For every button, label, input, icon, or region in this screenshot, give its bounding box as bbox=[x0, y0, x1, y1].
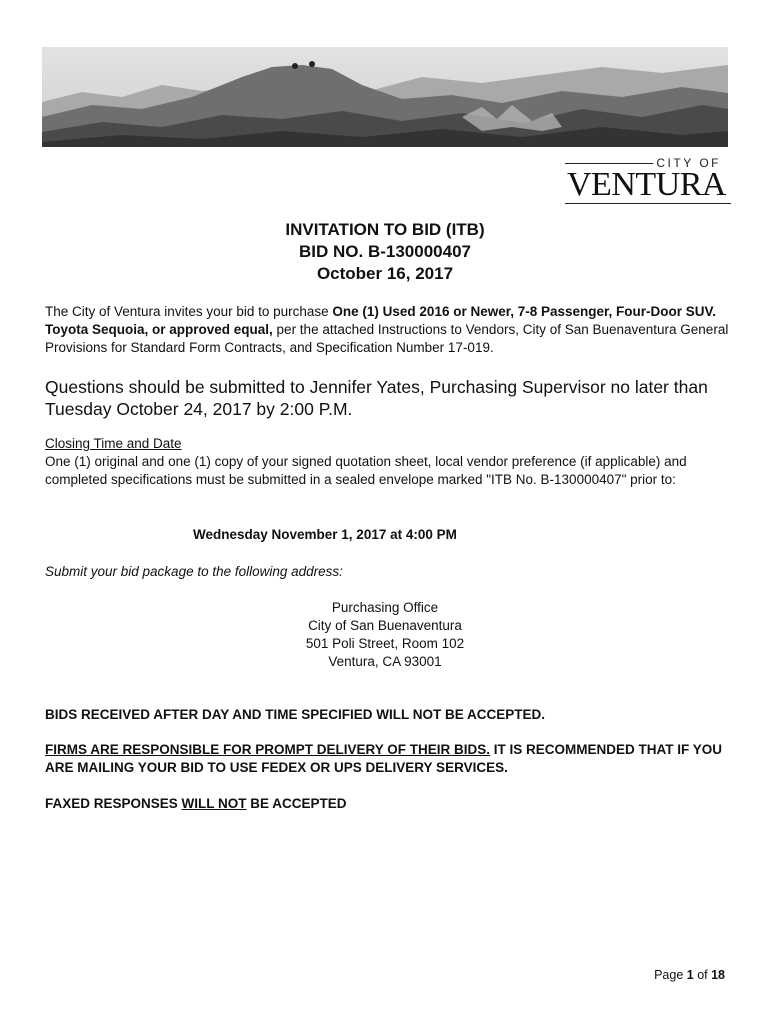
delivery-notice-rest: IT IS RECOMMENDED THAT IF YOU ARE MAILING YOUR BID TO USE FEDEX OR UPS DELIVERY SERVICES. bbox=[45, 742, 723, 775]
logo-ventura: VENTURA bbox=[567, 166, 726, 203]
logo-city-of: CITY OF bbox=[656, 156, 721, 170]
delivery-notice-underlined: FIRMS ARE RESPONSIBLE FOR PROMPT DELIVERY OF THEIR BIDS. bbox=[45, 742, 491, 757]
closing-date: Wednesday November 1, 2017 at 4:00 PM bbox=[193, 527, 457, 542]
late-bids-notice: BIDS RECEIVED AFTER DAY AND TIME SPECIFIED WILL NOT BE ACCEPTED. bbox=[45, 707, 546, 722]
document-title bbox=[0, 219, 770, 285]
submit-note: Submit your bid package to the following address: bbox=[45, 564, 343, 579]
mountain-landscape-image bbox=[42, 47, 728, 147]
logo-rule-bottom bbox=[565, 203, 731, 204]
page-number bbox=[654, 968, 725, 982]
address-line-3: 501 Poli Street, Room 102 bbox=[305, 636, 465, 651]
title-line-bid-no: BID NO. B-130000407 bbox=[299, 242, 471, 261]
faxed-will-not: WILL NOT bbox=[181, 796, 247, 811]
delivery-notice bbox=[45, 741, 730, 777]
closing-section bbox=[45, 435, 730, 489]
title-line-date: October 16, 2017 bbox=[316, 264, 454, 283]
page-total: 18 bbox=[711, 968, 725, 982]
intro-bold-item: One (1) Used 2016 or Newer, 7-8 Passenger, Four-Door SUV. Toyota Sequoia, or approved equal, bbox=[45, 304, 717, 337]
intro-text-after: per the attached Instructions to Vendors, City of San Buenaventura General Provisions for Standard Form Contracts, and Specification Number 17-019. bbox=[45, 322, 729, 355]
intro-paragraph bbox=[45, 303, 730, 357]
faxed-notice bbox=[45, 795, 730, 813]
faxed-after: BE ACCEPTED bbox=[246, 796, 347, 811]
page-current: 1 bbox=[686, 968, 694, 982]
address-line-2: City of San Buenaventura bbox=[308, 618, 462, 633]
header-banner-image bbox=[42, 47, 728, 147]
intro-text-before: The City of Ventura invites your bid to purchase bbox=[45, 304, 333, 319]
closing-heading: Closing Time and Date bbox=[45, 436, 182, 451]
logo-rule-top bbox=[565, 163, 653, 164]
mailing-address bbox=[0, 599, 770, 671]
page-word: Page bbox=[654, 968, 687, 982]
faxed-before: FAXED RESPONSES bbox=[45, 796, 182, 811]
title-line-itb: INVITATION TO BID (ITB) bbox=[285, 220, 485, 239]
city-of-ventura-logo bbox=[565, 156, 731, 208]
page-of-word: of bbox=[693, 968, 712, 982]
closing-text: One (1) original and one (1) copy of your signed quotation sheet, local vendor preference (if applicable) and completed specifications must be submitted in a sealed envelope marked "ITB No. B-130000407" prior to: bbox=[45, 454, 687, 487]
address-line-4: Ventura, CA 93001 bbox=[328, 654, 442, 669]
address-line-1: Purchasing Office bbox=[331, 600, 439, 615]
questions-paragraph: Questions should be submitted to Jennifer Yates, Purchasing Supervisor no later than Tuesday October 24, 2017 by 2:00 P.M. bbox=[45, 377, 708, 419]
